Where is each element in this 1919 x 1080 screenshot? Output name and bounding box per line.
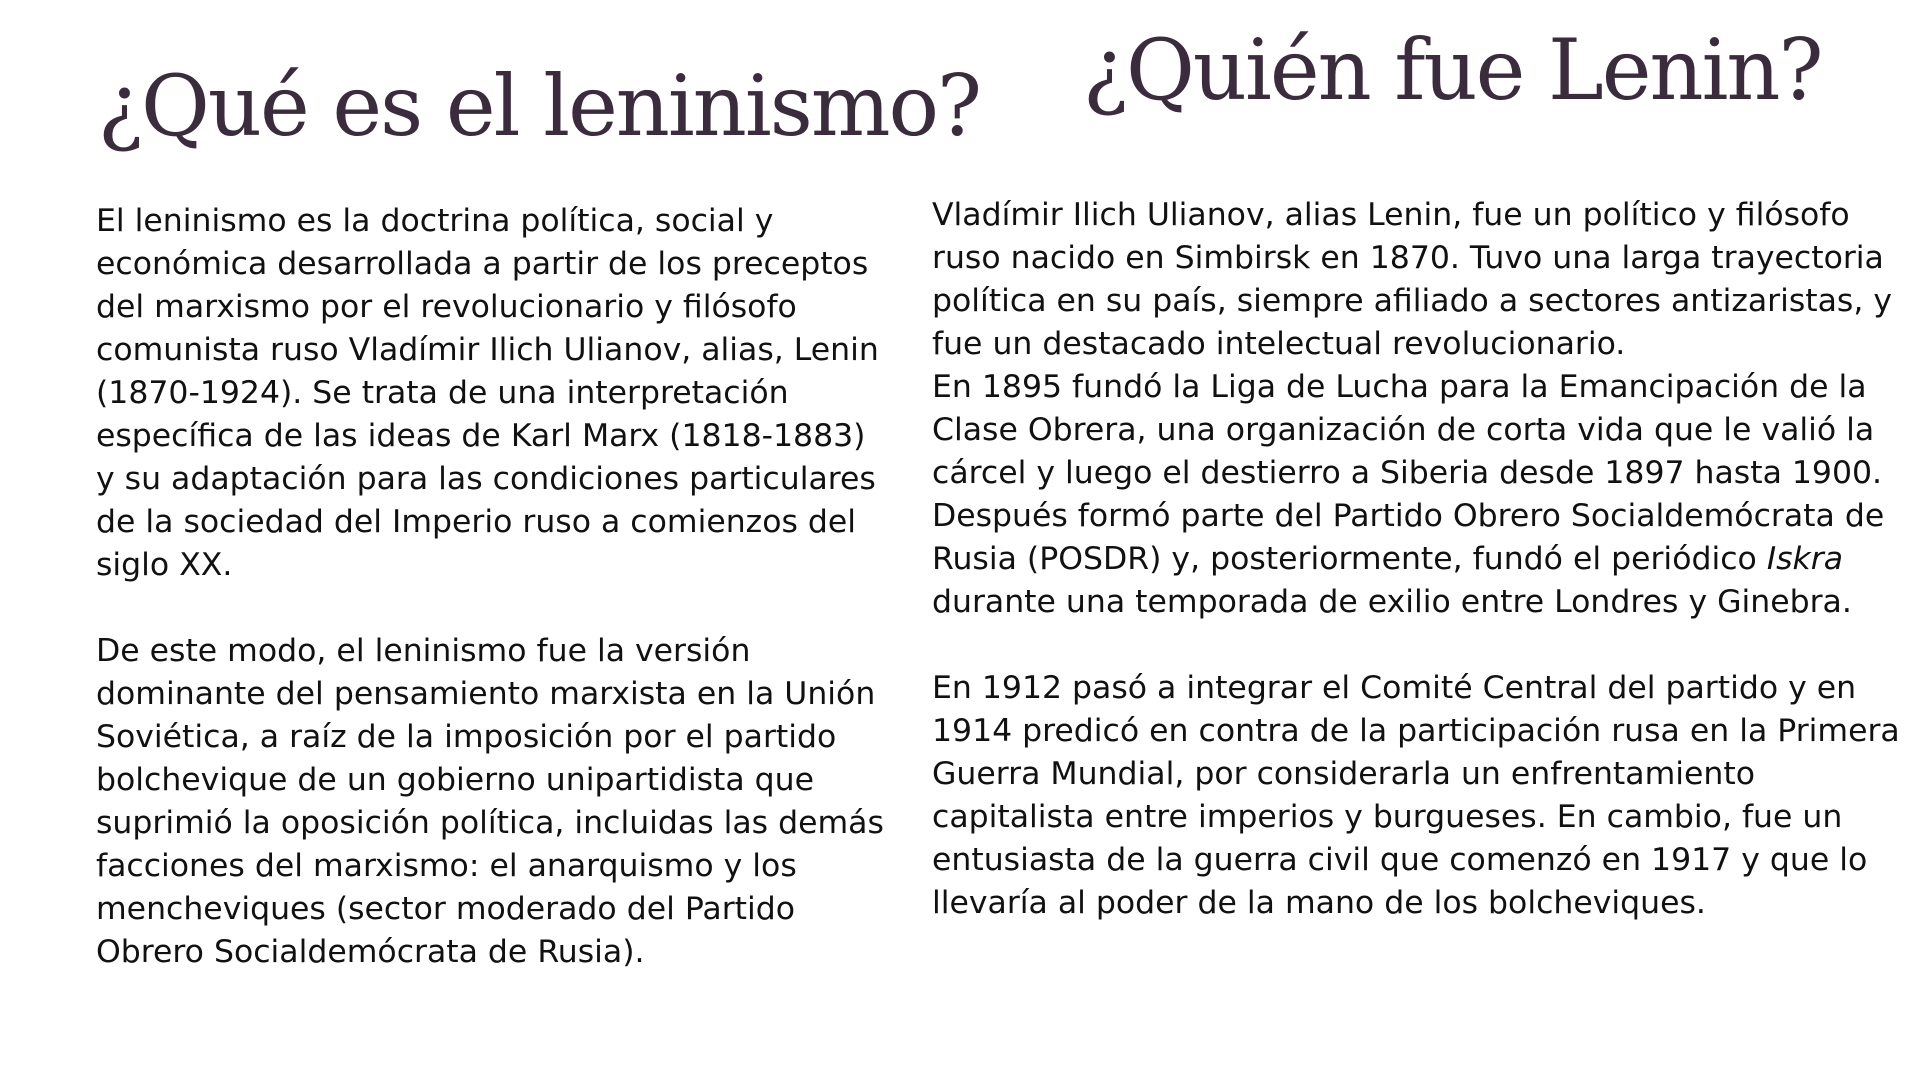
lenin-paragraph-exile (932, 366, 1917, 624)
leninism-text-column (96, 200, 886, 974)
lenin-heading: ¿Quién fue Lenin? (1083, 21, 1822, 119)
leninism-heading: ¿Qué es el leninismo? (98, 57, 981, 155)
lenin-paragraph-exile-text-end: durante una temporada de exilio entre Londres y Ginebra. (932, 584, 1852, 620)
lenin-paragraph-central-committee: En 1912 pasó a integrar el Comité Central del partido y en 1914 predicó en contra de la participación rusa en la Primera Guerra Mundial, por considerarla un enfrentamiento capitalista entre imperios y burgueses. En cambio, fue un entusiasta de la guerra civil que comenzó en 1917 y que lo llevaría al poder de la mano de los bolcheviques. (932, 670, 1900, 921)
leninism-paragraph-definition: El leninismo es la doctrina política, social y económica desarrollada a partir de los preceptos del marxismo por el revolucionario y filósofo comunista ruso Vladímir Ilich Ulianov, alias, Lenin (1870-1924). Se trata de una interpretación específica de las ideas de Karl Marx (1818-1883) y su adaptación para las condiciones particulares de la sociedad del Imperio ruso a comienzos del siglo XX. (96, 203, 879, 583)
iskra-newspaper-name: Iskra (1766, 541, 1844, 577)
lenin-paragraph-biography: Vladímir Ilich Ulianov, alias Lenin, fue un político y filósofo ruso nacido en Simbirsk en 1870. Tuvo una larga trayectoria política en su país, siempre afiliado a sectores antizaristas, y fue un destacado intelectual revolucionario. (932, 197, 1893, 362)
leninism-paragraph-soviet-union: De este modo, el leninismo fue la versión dominante del pensamiento marxista en la Unión Soviética, a raíz de la imposición por el partido bolchevique de un gobierno unipartidista que suprimió la oposición política, incluidas las demás facciones del marxismo: el anarquismo y los mencheviques (sector moderado del Partido Obrero Socialdemócrata de Rusia). (96, 633, 884, 970)
lenin-paragraph-exile-text-start: En 1895 fundó la Liga de Lucha para la Emancipación de la Clase Obrera, una organización de corta vida que le valió la cárcel y luego el destierro a Siberia desde 1897 hasta 1900. Después formó parte del Partido Obrero Socialdemócrata de Rusia (POSDR) y, posteriormente, fundó el periódico (932, 369, 1885, 577)
lenin-text-column (932, 194, 1917, 925)
